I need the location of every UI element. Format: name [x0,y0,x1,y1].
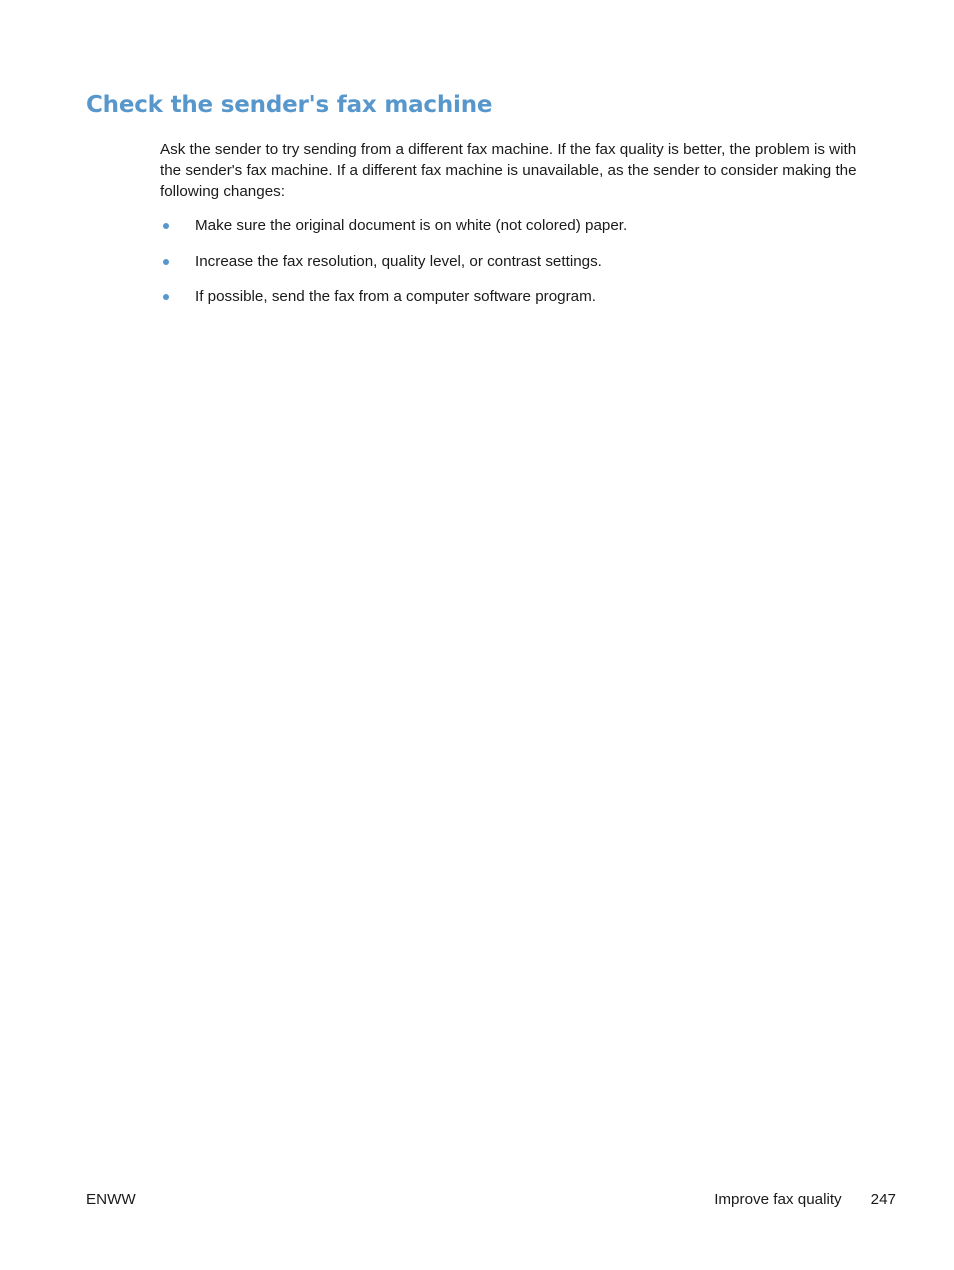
bullet-icon [163,259,169,265]
footer-right [714,1189,896,1210]
page-number: 247 [870,1191,896,1208]
footer-section-name: Improve fax quality [714,1191,842,1208]
bullet-list [160,215,860,322]
bullet-text: Make sure the original document is on white (not colored) paper. [195,217,628,234]
bullet-icon [163,294,169,300]
section-heading: Check the sender's fax machine [86,92,493,118]
bullet-text: If possible, send the fax from a computer software program. [195,288,596,305]
bullet-icon [163,223,169,229]
list-item [160,215,860,236]
footer-doc-code: ENWW [86,1191,136,1208]
list-item [160,251,860,272]
bullet-text: Increase the fax resolution, quality level, or contrast settings. [195,252,602,270]
intro-paragraph: Ask the sender to try sending from a different fax machine. If the fax quality is better, the problem is with the sender's fax machine. If a different fax machine is unavailable, as the sender to consider making the following changes: [160,141,857,200]
list-item [160,286,860,307]
